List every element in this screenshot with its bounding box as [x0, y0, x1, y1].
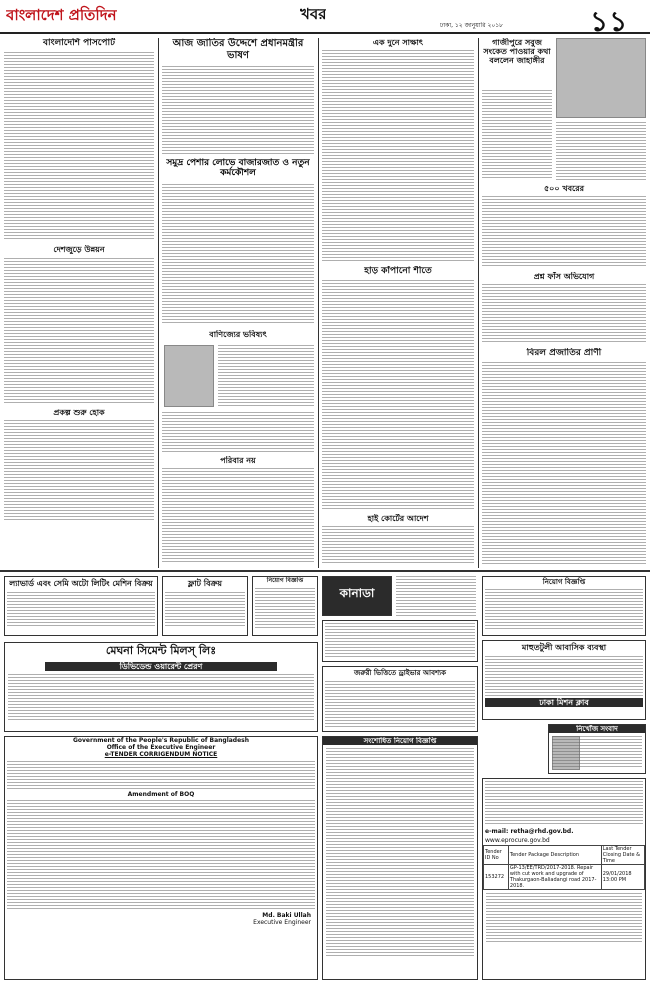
news-photo — [556, 38, 646, 118]
td-package-desc: Repair with cut work and upgrade of Thakurgaon-Baliadangi road 2017-2018. — [509, 865, 597, 890]
ad-body — [165, 592, 245, 628]
ad-egp — [482, 778, 646, 980]
ad-body — [485, 781, 643, 825]
article-body — [482, 90, 552, 180]
headline-cold: হাড় কাঁপানো শীতে — [364, 266, 432, 276]
ad-missing — [548, 724, 646, 774]
headline-highcourt: হাই কোর্টের আদেশ — [367, 514, 429, 523]
ad-body — [325, 623, 475, 659]
signer-title: Executive Engineer — [253, 918, 311, 926]
ad-body — [396, 576, 476, 616]
ad-body — [485, 589, 643, 631]
td-package-no: GP-13/EE/TRD/2017-2018. — [509, 865, 576, 872]
ad-body — [485, 656, 643, 696]
website: www.eprocure.gov.bd — [485, 837, 550, 845]
headline-trade: বাণিজ্যের ভবিষ্যৎ — [209, 330, 267, 339]
ad-body — [7, 761, 315, 789]
ad-body — [325, 681, 475, 727]
tender-table — [483, 845, 645, 890]
ad-niyog-1 — [252, 576, 318, 636]
ad-title: সংশোধিত নিয়োগ বিজ্ঞপ্তি — [323, 737, 477, 745]
headline-news: ৫০০ খবরের — [543, 184, 585, 193]
ad-subtitle: ডিভিডেন্ড ওয়ারেন্ট প্রেরণ — [45, 662, 277, 671]
ad-tender-corrigendum — [4, 736, 318, 980]
article-body — [4, 420, 154, 520]
column-rule — [318, 38, 319, 568]
headline-passport: বাংলাদেশি পাসপোর্ট — [42, 38, 116, 48]
contact-email: e-mail: retha@rhd.gov.bd. — [485, 828, 574, 835]
headline-sea: সমুদ্র পেশার লোভে বাজারজাত ও নতুন কর্মকৌশল — [166, 158, 310, 179]
article-body — [162, 66, 314, 154]
headline-rare-animal: বিরল প্রজাতির প্রাণী — [526, 348, 602, 358]
td-closing: 29/01/2018 13:00 PM — [601, 865, 644, 890]
signer-name: Md. Baki Ullah — [262, 911, 311, 919]
ad-body — [326, 748, 474, 958]
article-body — [482, 284, 646, 344]
article-body — [322, 280, 474, 510]
ad-lathe — [4, 576, 158, 636]
article-body — [556, 122, 646, 180]
ad-body — [8, 674, 314, 722]
headline-project: প্রকল্প শুরু হোক — [53, 408, 105, 417]
ad-cement — [4, 642, 318, 732]
gov-office: Office of the Executive Engineer — [106, 744, 216, 752]
headline-development: দেশজুড়ে উন্নয়ন — [53, 245, 105, 254]
ad-title: মাহুতটুলী আবাসিক ব্যবস্থা — [521, 643, 607, 652]
ad-niyog-corrected — [322, 736, 478, 980]
etender-title: e-TENDER CORRIGENDUM NOTICE — [104, 751, 218, 759]
headline-question-leak: প্রশ্ন ফাঁস অভিযোগ — [533, 272, 595, 281]
ad-school — [322, 620, 478, 662]
ad-title: নিয়োগ বিজ্ঞপ্তি — [542, 578, 586, 586]
article-body — [4, 52, 154, 240]
headline-gazipur: গাজীপুরে সবুজ সংকেত পাওয়ার কথা বললেন জাহাঙ্গীর — [483, 38, 551, 66]
article-body — [482, 196, 646, 268]
article-body — [162, 468, 314, 563]
ad-body — [552, 736, 642, 768]
th-package: Tender Package Description — [508, 846, 601, 865]
article-body — [162, 184, 314, 324]
td-desc — [508, 865, 601, 890]
ad-title: নিখোঁজ সংবাদ — [549, 725, 645, 733]
ad-title: জরুরী ভিত্তিতে ড্রাইভার আবশ্যক — [353, 669, 447, 677]
headline-pm-speech: আজ জাতির উদ্দেশে প্রধানমন্ত্রীর ভাষণ — [172, 38, 304, 61]
section-title: খবর — [300, 5, 327, 23]
ad-title: মেঘনা সিমেন্ট মিলস্ লিঃ — [105, 644, 217, 657]
portrait-photo — [164, 345, 214, 407]
article-body — [322, 526, 474, 564]
ad-title: নিয়োগ বিজ্ঞপ্তি — [266, 577, 304, 584]
ad-title: ল্যাভার্ড এবং সেমি অটো লিটিং মেশিন বিক্রয় — [9, 579, 153, 588]
ad-club: ঢাকা মিশন ক্লাব — [485, 698, 643, 707]
th-closing: Last Tender Closing Date & Time — [601, 846, 644, 865]
gov-title: Government of the People's Republic of Bangladesh — [72, 737, 250, 744]
newspaper-logo: বাংলাদেশ প্রতিদিন — [6, 6, 117, 24]
ad-body — [255, 588, 315, 628]
headline-family: পরিবার নয় — [220, 456, 256, 465]
article-body — [322, 50, 474, 262]
divider — [0, 570, 650, 572]
article-body — [482, 362, 646, 564]
dateline: ঢাকা, ১২ জানুয়ারি ২০১৮ — [440, 22, 504, 29]
ad-driver — [322, 666, 478, 732]
ad-niyog-2 — [482, 576, 646, 636]
ad-hostel — [482, 640, 646, 720]
column-rule — [478, 38, 479, 568]
ad-kanada — [322, 576, 392, 616]
ad-body — [7, 592, 155, 626]
column-rule — [158, 38, 159, 568]
amend-title: Amendment of BOQ — [127, 790, 195, 798]
td-id: 153272 — [484, 865, 509, 890]
boq-table — [7, 800, 315, 910]
article-body — [4, 258, 154, 403]
th-tender-id: Tender ID No — [484, 846, 509, 865]
page-number: ১১ — [590, 5, 629, 38]
article-body — [162, 412, 314, 452]
article-body — [218, 345, 314, 407]
ad-flat — [162, 576, 248, 636]
ad-title: কানাডা — [339, 586, 375, 600]
ad-body — [486, 893, 642, 943]
ad-title: ফ্লাট বিক্রয় — [188, 579, 222, 588]
headline-meeting: এক দুনে সাক্ষাৎ — [372, 38, 424, 47]
